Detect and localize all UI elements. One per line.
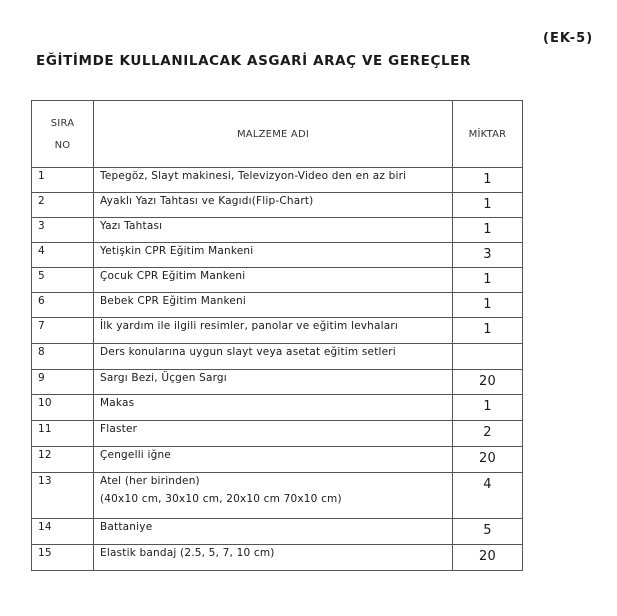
item-name-text: Battaniye: [100, 521, 153, 533]
row-quantity: 5: [453, 519, 523, 545]
item-name-detail: (40x10 cm, 30x10 cm, 20x10 cm 70x10 cm): [100, 493, 342, 505]
header-sira-no: [32, 101, 94, 168]
row-item-name: [94, 395, 453, 421]
row-number: 15: [32, 545, 94, 571]
header-malzeme-adi: MALZEME ADI: [94, 101, 453, 168]
item-name-text: Flaster: [100, 423, 138, 435]
row-item-name: [94, 370, 453, 395]
row-item-name: [94, 268, 453, 293]
row-quantity: 2: [453, 421, 523, 447]
row-quantity: 1: [453, 318, 523, 344]
row-number: 4: [32, 243, 94, 268]
row-quantity: 1: [453, 268, 523, 293]
row-quantity: 1: [453, 168, 523, 193]
header-sira: SIRA: [50, 117, 75, 129]
item-name-text: Çengelli iğne: [100, 449, 171, 461]
row-quantity: 20: [453, 447, 523, 473]
table-row: [32, 519, 523, 545]
row-item-name: [94, 193, 453, 218]
row-number: 8: [32, 344, 94, 370]
document-title: EĞİTİMDE KULLANILACAK ASGARİ ARAÇ VE GEREÇLER: [36, 53, 471, 69]
row-item-name: [94, 545, 453, 571]
row-number: 5: [32, 268, 94, 293]
table-row: [32, 243, 523, 268]
table-row: [32, 318, 523, 344]
row-number: 6: [32, 293, 94, 318]
row-number: 10: [32, 395, 94, 421]
item-name-text: Yazı Tahtası: [100, 220, 163, 232]
item-name-text: Tepegöz, Slayt makinesi, Televizyon-Video den en az biri: [100, 170, 407, 182]
table-body: [32, 168, 523, 571]
item-name-text: Elastik bandaj (2.5, 5, 7, 10 cm): [100, 547, 275, 559]
table-row: [32, 473, 523, 519]
row-quantity: 20: [453, 370, 523, 395]
table-row: [32, 421, 523, 447]
item-name-text: Makas: [100, 397, 135, 409]
table-row: [32, 447, 523, 473]
item-name-text: Ders konularına uygun slayt veya asetat eğitim setleri: [100, 346, 396, 358]
table-row: [32, 370, 523, 395]
table-row: [32, 268, 523, 293]
row-item-name: [94, 473, 453, 519]
table-row: [32, 344, 523, 370]
row-item-name: [94, 447, 453, 473]
row-number: 12: [32, 447, 94, 473]
annex-label: (EK-5): [543, 31, 594, 46]
row-item-name: [94, 243, 453, 268]
row-quantity: 20: [453, 545, 523, 571]
item-name-text: Sargı Bezi, Üçgen Sargı: [100, 372, 227, 384]
row-number: 13: [32, 473, 94, 519]
row-item-name: [94, 421, 453, 447]
row-item-name: [94, 293, 453, 318]
item-name-text: Bebek CPR Eğitim Mankeni: [100, 295, 247, 307]
row-quantity: 3: [453, 243, 523, 268]
header-miktar: MİKTAR: [453, 101, 523, 168]
item-name-text: Yetişkin CPR Eğitim Mankeni: [100, 245, 254, 257]
row-number: 2: [32, 193, 94, 218]
header-no: NO: [54, 139, 71, 151]
row-quantity: 4: [453, 473, 523, 519]
equipment-table: [31, 100, 523, 571]
table-row: [32, 193, 523, 218]
item-name-text: Çocuk CPR Eğitim Mankeni: [100, 270, 246, 282]
row-item-name: [94, 318, 453, 344]
item-name-text: Ayaklı Yazı Tahtası ve Kagıdı(Flip-Chart): [100, 195, 314, 207]
row-item-name: [94, 218, 453, 243]
row-item-name: [94, 519, 453, 545]
table-row: [32, 218, 523, 243]
row-quantity: 1: [453, 218, 523, 243]
row-number: 3: [32, 218, 94, 243]
table-row: [32, 293, 523, 318]
item-name-text: İlk yardım ile ilgili resimler, panolar ve eğitim levhaları: [100, 320, 399, 332]
row-quantity: 1: [453, 193, 523, 218]
row-number: 9: [32, 370, 94, 395]
table-header-row: [32, 101, 523, 168]
row-number: 1: [32, 168, 94, 193]
table-row: [32, 168, 523, 193]
row-item-name: [94, 168, 453, 193]
row-quantity: 1: [453, 293, 523, 318]
table-row: [32, 545, 523, 571]
row-number: 11: [32, 421, 94, 447]
item-name-text: Atel (her birinden): [100, 475, 200, 487]
row-item-name: [94, 344, 453, 370]
row-number: 7: [32, 318, 94, 344]
row-quantity: 1: [453, 395, 523, 421]
row-quantity: [453, 344, 523, 370]
row-number: 14: [32, 519, 94, 545]
table-row: [32, 395, 523, 421]
